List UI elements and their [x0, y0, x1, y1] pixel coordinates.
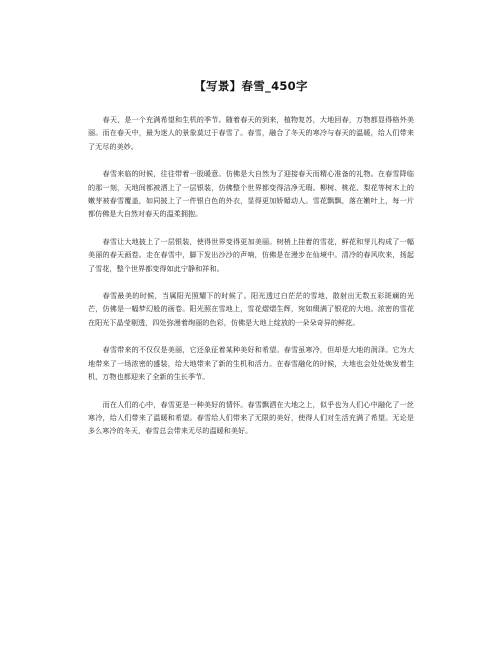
- document-body: [88, 113, 414, 452]
- paragraph-5: 春雪带来的不仅仅是美丽，它还象征着某种美好和希望。春雪虽寒冷，但却是大地的润泽。它为大地带来了一场浓密的盛装，给大地带来了新的生机和活力。在春雪融化的时候，大地也会处处焕发着生机，万物也都迎来了全新的生长季节。: [88, 345, 414, 382]
- paragraph-2: 春雪来临的时候，往往带着一股暖意。仿佛是大自然为了迎接春天而精心准备的礼物。在春雪降临的那一刻，天地间都被洒上了一层银装，仿佛整个世界都变得洁净无瑕。柳树、桃花、梨花等树木上的嫩芽被春雪覆盖，如同披上了一件银白色的外衣，显得更加娇媚动人。雪花飘飘，落在嫩叶上，每一片都仿佛是大自然对春天的温柔拥抱。: [88, 169, 414, 219]
- paragraph-6: 而在人们的心中，春雪更是一种美好的情怀。春雪飘洒在大地之上，似乎也为人们心中融化了一丝寒冷，给人们带来了温暖和希望。春雪给人们带来了无限的美好，使得人们对生活充满了希望。无论是多么寒冷的冬天，春雪总会带来无尽的温暖和美好。: [88, 399, 414, 436]
- paragraph-1: 春天，是一个充满希望和生机的季节。随着春天的到来，植物复苏，大地回春，万物都显得格外美丽。而在春天中，最为迷人的景象莫过于春雪了。春雪，融合了冬天的寒冷与春天的温暖，给人们带来了无尽的美妙。: [88, 115, 414, 151]
- paragraph-4: 春雪最美的时候，当属阳光照耀下的时候了。阳光透过白茫茫的雪地，散射出无数五彩斑斓的光芒，仿佛是一幅梦幻般的画卷。阳光照在雪地上，雪花熠熠生辉，宛如缀满了银花的大地。浓密的雪花在阳光下晶莹剔透，四处弥漫着绚丽的色彩，仿佛是大地上绽放的一朵朵奇异的鲜花。: [88, 291, 414, 327]
- document-title: 【写景】春雪_450字: [194, 79, 308, 93]
- paragraph-3: 春雪让大地披上了一层银装，使得世界变得更加美丽。树梢上挂着的雪花，鲜花和芽儿构成了一幅美丽的春天画卷。走在春雪中，脚下发出沙沙的声响，仿佛是在漫步在仙境中。清冷的春风吹来，扬起了雪花，整个世界都变得如此宁静和祥和。: [88, 236, 414, 273]
